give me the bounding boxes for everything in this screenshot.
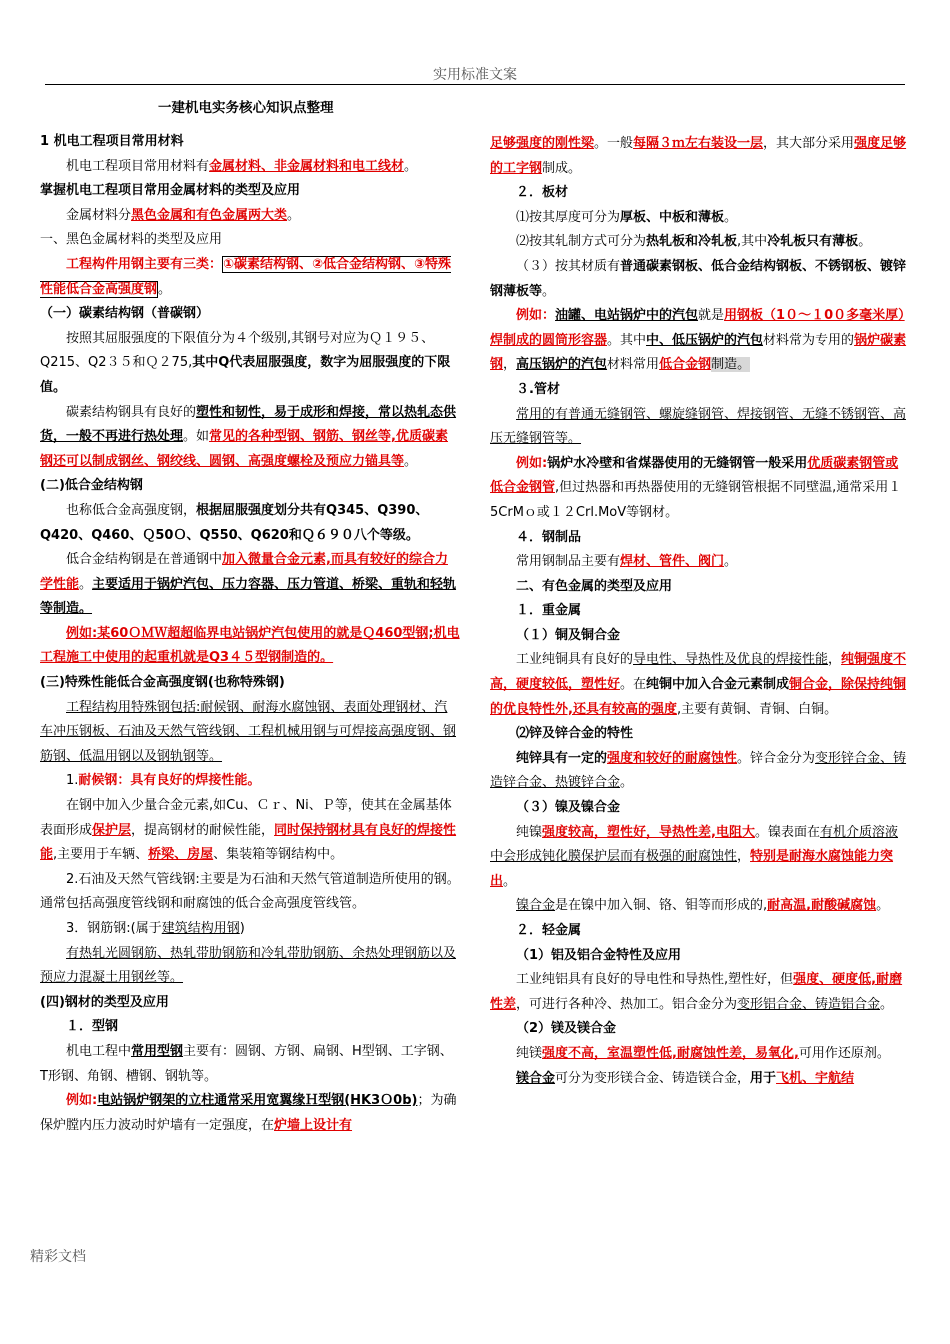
text-run: 强度较高，塑性好，导热性差,电阻大: [542, 824, 755, 840]
paragraph: [490, 255, 910, 304]
paragraph: [40, 1040, 460, 1089]
paragraph: [40, 868, 460, 917]
paragraph: [490, 944, 910, 969]
text-run: 。: [404, 453, 418, 469]
text-run: ,主要用于车辆、: [53, 847, 149, 863]
text-run: 强度和较好的耐腐蚀性: [607, 750, 738, 766]
text-run: 纯铜强度不高，硬度较低，塑性好: [490, 652, 907, 693]
text-run: ): [239, 921, 245, 936]
paragraph: [40, 228, 460, 253]
text-run: 2.石油及天然气管线钢:主要是为石油和天然气管道制造所使用的钢。通常包括高强度管线钢和耐腐蚀的低合金高强度管线管。: [40, 871, 460, 912]
text-run: 建筑结构用钢: [161, 921, 240, 936]
text-run: 塑性和韧性，易于成形和焊接，常以热轧态供货，一般不再进行热处理: [40, 404, 457, 445]
paragraph: [40, 401, 460, 475]
text-run: 碳素结构钢具有良好的: [66, 404, 197, 420]
text-run: 耐高温,耐酸碱腐蚀: [767, 898, 877, 914]
text-run: 工程结构用特殊钢包括:耐候钢、耐海水腐蚀钢、表面处理钢材、汽车冲压钢板、石油及天然气管线钢、工程机械用钢与可焊接高强度钢、钢筋钢、低温用钢以及钢轨钢等。: [40, 699, 457, 764]
paragraph: [490, 230, 910, 255]
text-run: 二、有色金属的类型及应用: [516, 578, 673, 594]
text-run: 强度不高，室温塑性低,耐腐蚀性差，易氧化,: [542, 1045, 799, 1061]
text-run: 工程构件用钢主要有三类：: [66, 256, 223, 272]
text-run: 例如:某60ＯＭＷ超超临界电站锅炉汽包使用的就是Ｑ460型钢;机电工程施工中使用的起重机就是Q3４５型钢制造的。: [40, 625, 460, 666]
text-run: 强度足够的工字钢: [490, 136, 907, 176]
text-run: 普通碳素钢板、低合金结构钢板、不锈钢板、镀锌钢薄板等: [490, 258, 907, 299]
text-run: 。其中: [607, 332, 647, 348]
text-run: ，: [828, 652, 842, 668]
text-run: 桥梁、房屋: [148, 847, 214, 863]
paragraph: [490, 599, 910, 624]
text-run: 。: [542, 283, 556, 299]
paragraph: [490, 452, 910, 526]
text-run: 例如:: [516, 455, 548, 471]
paragraph: [490, 206, 910, 231]
paragraph: [40, 302, 460, 327]
text-run: 中、低压锅炉的汽包: [646, 332, 764, 348]
paragraph: [40, 327, 460, 401]
text-run: 可分为变形镁合金、铸造镁合金，: [555, 1070, 751, 1086]
text-run: 镍合金: [516, 898, 556, 914]
document-title: 一建机电实务核心知识点整理: [158, 100, 334, 116]
text-run: 常用型钢: [131, 1043, 184, 1059]
text-run: 材料常用: [607, 357, 660, 373]
text-run: （1）铝及铝合金特性及应用: [516, 947, 682, 963]
text-run: 锅炉碳素钢: [490, 332, 907, 373]
text-run: １．重金属: [516, 603, 582, 619]
text-run: 热轧板和冷轧板: [646, 234, 738, 250]
text-run: 耐候钢：具有良好的焊接性能。: [78, 773, 261, 789]
paragraph: [490, 132, 910, 181]
text-run: 保护层: [92, 822, 132, 838]
paragraph: [40, 499, 460, 548]
text-run: 工业纯铝具有良好的导电性和导热性,塑性好，但: [516, 972, 794, 988]
text-run: 镁合金: [516, 1070, 556, 1086]
paragraph: [40, 622, 460, 671]
text-run: 常用的有普通无缝钢管、螺旋缝钢管、焊接钢管、无缝不锈钢管、高压无缝钢管等。: [490, 406, 907, 447]
text-run: 掌握机电工程项目常用金属材料的类型及应用: [40, 183, 301, 199]
text-run: 按照其屈服强度的下限值分为４个级别,其钢号对应为Ｑ１９５、Q215、Q2３５和Ｑ２75,: [40, 330, 435, 371]
paragraph: [490, 894, 910, 919]
text-run: 机电工程中: [66, 1043, 132, 1059]
text-run: 也称低合金高强度钢，: [66, 502, 197, 518]
text-run: ，可进行各种冷、热加工。铝合金分为: [516, 996, 738, 1012]
text-run: 。: [287, 207, 301, 223]
text-run: 低合金钢: [659, 357, 712, 373]
text-run: 主要适用于锅炉汽包、压力容器、压力管道、桥梁、重轨和轻轨等制造。: [40, 576, 457, 617]
text-run: 强度、硬度低,耐磨性差: [490, 972, 903, 1012]
text-run: （2）镁及镁合金: [516, 1021, 617, 1037]
paragraph: [490, 648, 910, 722]
text-run: 、集装箱等钢结构中。: [213, 847, 344, 863]
text-run: 。锌合金分为: [737, 750, 816, 766]
text-run: 主要有：圆钢、方钢、扁钢、H型钢、工字钢、T形钢、角钢、槽钢、钢轨等。: [40, 1043, 453, 1084]
paragraph: [40, 942, 460, 991]
text-run: ，提高钢材的耐候性能，: [131, 822, 275, 838]
text-run: 其中Q代表屈服强度，数字为屈服强度的下限值。: [40, 355, 451, 395]
text-run: ，: [737, 849, 751, 865]
text-run: 纯镁: [516, 1045, 543, 1061]
text-run: 飞机、宇航结: [776, 1070, 855, 1086]
text-run: ,其中: [737, 234, 768, 250]
text-run: 有热轧光圆钢筋、热轧带肋钢筋和冷轧带肋钢筋、余热处理钢筋以及预应力混凝土用钢丝等。: [40, 945, 457, 986]
paragraph: [40, 1015, 460, 1040]
text-run: 纯锌具有一定的: [516, 750, 608, 766]
left-column: [40, 130, 460, 1138]
text-run: 炉墙上设计有: [274, 1117, 353, 1133]
text-run: 3．钢筋钢:(属于: [66, 921, 162, 936]
paragraph: [490, 919, 910, 944]
text-run: 导电性、导热性及优良的焊接性能: [633, 652, 829, 668]
paragraph: [490, 304, 910, 378]
text-run: ,主要有黄铜、青铜、白铜。: [676, 701, 838, 717]
text-run: ，其大部分采用: [763, 136, 855, 151]
text-run: ⑴按其厚度可分为: [516, 209, 621, 225]
text-run: 厚板、中板和薄板: [620, 209, 725, 225]
paragraph: [40, 794, 460, 868]
text-run: (四)钢材的类型及应用: [40, 994, 169, 1010]
text-run: 铜合金，除保持纯铜的优良特性外,还具有较高的强度: [490, 677, 907, 717]
paragraph: [40, 204, 460, 229]
text-run: ２．轻金属: [516, 923, 582, 938]
text-run: 变形铝合金、铸造铝合金: [737, 996, 881, 1012]
paragraph: [40, 917, 460, 942]
paragraph: [490, 747, 910, 796]
text-run: 加入微量合金元素,而具有较好的综合力学性能: [40, 552, 448, 592]
text-run: 1 机电工程项目常用材料: [40, 134, 184, 149]
text-run: 变形锌合金、铸造锌合金、热镀锌合金: [490, 750, 907, 791]
paragraph: [490, 821, 910, 895]
text-run: 纯镍: [516, 824, 543, 840]
text-run: 焊材、管件、阀门: [620, 554, 725, 570]
text-run: 。: [858, 234, 872, 250]
text-run: ３.管材: [516, 381, 560, 397]
paragraph: [490, 1067, 910, 1092]
text-run: 足够强度的刚性梁: [490, 136, 595, 151]
paragraph: [490, 378, 910, 403]
text-run: 优质碳素钢管或低合金钢管: [490, 455, 899, 496]
text-run: 例如：: [516, 308, 556, 324]
text-run: ４．钢制品: [516, 529, 582, 545]
text-run: 常用钢制品主要有: [516, 554, 621, 570]
text-run: 1.: [66, 773, 79, 789]
paragraph: [40, 671, 460, 696]
text-run: 就是: [698, 308, 725, 324]
text-run: 制成。: [542, 160, 582, 176]
text-run: 。: [876, 898, 890, 914]
text-run: 特别是耐海水腐蚀能力突出: [490, 849, 894, 889]
paragraph: [40, 769, 460, 794]
text-run: 。: [503, 873, 517, 889]
text-run: 。: [404, 158, 418, 174]
header-rule: [45, 84, 905, 85]
text-run: 制造。: [711, 357, 751, 373]
text-run: 例如:: [66, 1093, 98, 1109]
text-run: 。一般: [594, 136, 634, 151]
text-run: 用于: [750, 1070, 777, 1086]
text-run: (二)低合金结构钢: [40, 478, 143, 494]
text-run: 有机介质溶液中会形成钝化膜保护层而有极强的耐腐蚀性: [490, 824, 898, 865]
text-run: ①碳素结构钢、②低合金结构钢、③特殊性能低合金高强度钢: [40, 256, 452, 297]
text-run: 低合金结构钢是在普通钢中: [66, 552, 223, 568]
text-run: 机电工程项目常用材料有: [66, 158, 210, 174]
paragraph: [40, 130, 460, 155]
right-column: [490, 132, 910, 1091]
text-run: 纯铜中加入合金元素制成: [646, 677, 790, 693]
text-run: （１）铜及铜合金: [516, 627, 621, 643]
paragraph: [40, 991, 460, 1016]
paragraph: [490, 796, 910, 821]
text-run: 每隔３ｍ左右装设一层: [633, 136, 764, 151]
paragraph: [40, 155, 460, 180]
text-run: 材料常为专用的: [763, 332, 855, 348]
paragraph: [490, 181, 910, 206]
text-run: 。: [79, 576, 93, 592]
text-run: 高压锅炉的汽包: [516, 357, 608, 373]
text-run: 用钢板（1０～１0０多毫米厚）焊制成的圆筒形容器: [490, 308, 905, 348]
text-run: 。在: [620, 677, 647, 693]
text-run: 。: [880, 996, 894, 1012]
text-run: 。: [158, 281, 172, 297]
text-run: 黑色金属和有色金属两大类: [131, 207, 288, 223]
paragraph: [490, 1042, 910, 1067]
text-run: 是在镍中加入铜、铬、钼等而形成的,: [555, 898, 768, 914]
text-run: 在钢中加入少量合金元素,如Cu、Ｃｒ、Ni、Ｐ等，使其在金属基体表面形成: [40, 798, 452, 838]
paragraph: [490, 575, 910, 600]
text-run: 一、黑色金属材料的类型及应用: [40, 232, 223, 248]
text-run: 。: [724, 554, 738, 570]
paragraph: [40, 474, 460, 499]
text-run: 。如: [183, 429, 210, 445]
paragraph: [490, 403, 910, 452]
paragraph: [490, 1017, 910, 1042]
paragraph: [490, 722, 910, 747]
text-run: 金属材料分: [66, 207, 132, 223]
text-run: ⑵按其轧制方式可分为: [516, 234, 647, 250]
text-run: 锅炉水冷壁和省煤器使用的无缝钢管一般采用: [547, 455, 808, 471]
text-run: 金属材料、非金属材料和电工线材: [209, 158, 405, 174]
text-run: 同时保持钢材具有良好的焊接性能: [40, 822, 457, 863]
paragraph: [490, 526, 910, 551]
paragraph: [40, 253, 460, 302]
text-run: 冷轧板只有薄板: [767, 234, 859, 250]
text-run: 油罐、电站锅炉中的汽包: [555, 308, 699, 324]
text-run: 可用作还原剂。: [798, 1045, 890, 1061]
text-run: 。: [724, 209, 738, 225]
paragraph: [490, 550, 910, 575]
page-header: 实用标准文案: [433, 67, 517, 83]
page-footer: 精彩文档: [30, 1249, 86, 1265]
text-run: (三)特殊性能低合金高强度钢(也称特殊钢): [40, 675, 285, 691]
paragraph: [40, 1089, 460, 1138]
text-run: ，: [503, 357, 517, 373]
text-run: （３）镍及镍合金: [516, 800, 621, 816]
text-run: 。: [620, 775, 634, 791]
paragraph: [40, 696, 460, 770]
text-run: 常见的各种型钢、钢筋、钢丝等,优质碳素钢还可以制成钢丝、钢绞线、圆钢、高强度螺栓及预应力锚具等: [40, 429, 448, 469]
text-run: 电站锅炉钢架的立柱通常采用宽翼缘Ｈ型钢(HK3Ｏ0b): [97, 1093, 418, 1109]
text-run: （一）碳素结构钢（普碳钢）: [40, 306, 210, 322]
paragraph: [490, 624, 910, 649]
paragraph: [40, 179, 460, 204]
text-run: ；为确保炉膛内压力波动时炉墙有一定强度，在: [40, 1093, 457, 1133]
text-run: 根据屈服强度划分共有Q345、Q390、Q420、Q460、Ｑ50Ｏ、Q550、Q620和Ｑ６９０八个等级。: [40, 502, 429, 543]
text-run: ,但过热器和再热器使用的无缝钢管根据不同壁温,通常采用１ 5CrMｏ或１２Crl.MoV等钢材。: [490, 480, 902, 520]
text-run: １．型钢: [66, 1019, 119, 1035]
text-run: 工业纯铜具有良好的: [516, 652, 634, 668]
paragraph: [40, 548, 460, 622]
text-run: 。镍表面在: [754, 824, 820, 840]
text-run: （３）按其材质有: [516, 258, 621, 274]
text-run: ⑵锌及锌合金的特性: [516, 726, 634, 742]
paragraph: [490, 968, 910, 1017]
text-run: ２．板材: [516, 185, 569, 201]
